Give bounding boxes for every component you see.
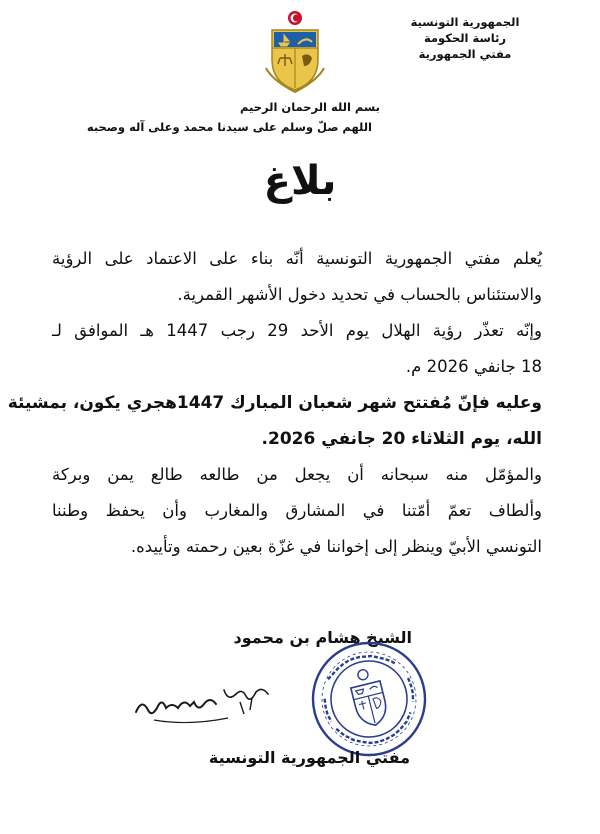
signatory-name: الشيخ هشام بن محمود [233,628,412,647]
signatory-title: مفتي الجمهورية التونسية [208,748,410,767]
basmala: بسم الله الرحمان الرحيم [240,100,380,114]
blessing: اللهم صلّ وسلم على سيدنا محمد وعلى آله وصحبه [86,120,372,134]
org-line-government: رئاسة الحكومة [423,31,507,45]
issuer-block [390,14,540,62]
body-line: التونسي الأبيّ وينظر إلى إخواننا في غزّة بعين رحمته وتأييده. [130,537,542,556]
org-line-republic: الجمهورية التونسية [410,15,520,29]
handwritten-signature [128,668,278,728]
coat-of-arms-emblem [262,8,328,92]
body-line: وإنّه تعذّر رؤية الهلال يوم الأحد 29 رجب 1447 هـ الموافق لـ [52,321,542,340]
body-line: يُعلم مفتي الجمهورية التونسية أنّه بناء على الاعتماد على الرؤية [52,249,542,268]
body-line: وألطاف تعمّ أمّتنا في المشارق والمغارب وأن يحفظ وطننا [52,501,542,520]
body-line-bold: الله، يوم الثلاثاء 20 جانفي 2026. [261,429,542,449]
announcement-body [7,242,542,566]
document-heading: بلاغ [263,158,337,204]
official-stamp [310,640,428,758]
body-line: 18 جانفي 2026 م. [405,357,542,376]
body-line: والمؤمّل منه سبحانه أن يجعل من طالعه طالع يمن وبركة [52,465,542,484]
org-line-mufti: مفتي الجمهورية [418,47,512,61]
body-line: والاستئناس بالحساب في تحديد دخول الأشهر القمرية. [177,285,542,304]
body-line-bold: وعليه فإنّ مُفتتح شهر شعبان المبارك 1447هجري يكون، بمشيئة [7,393,542,413]
